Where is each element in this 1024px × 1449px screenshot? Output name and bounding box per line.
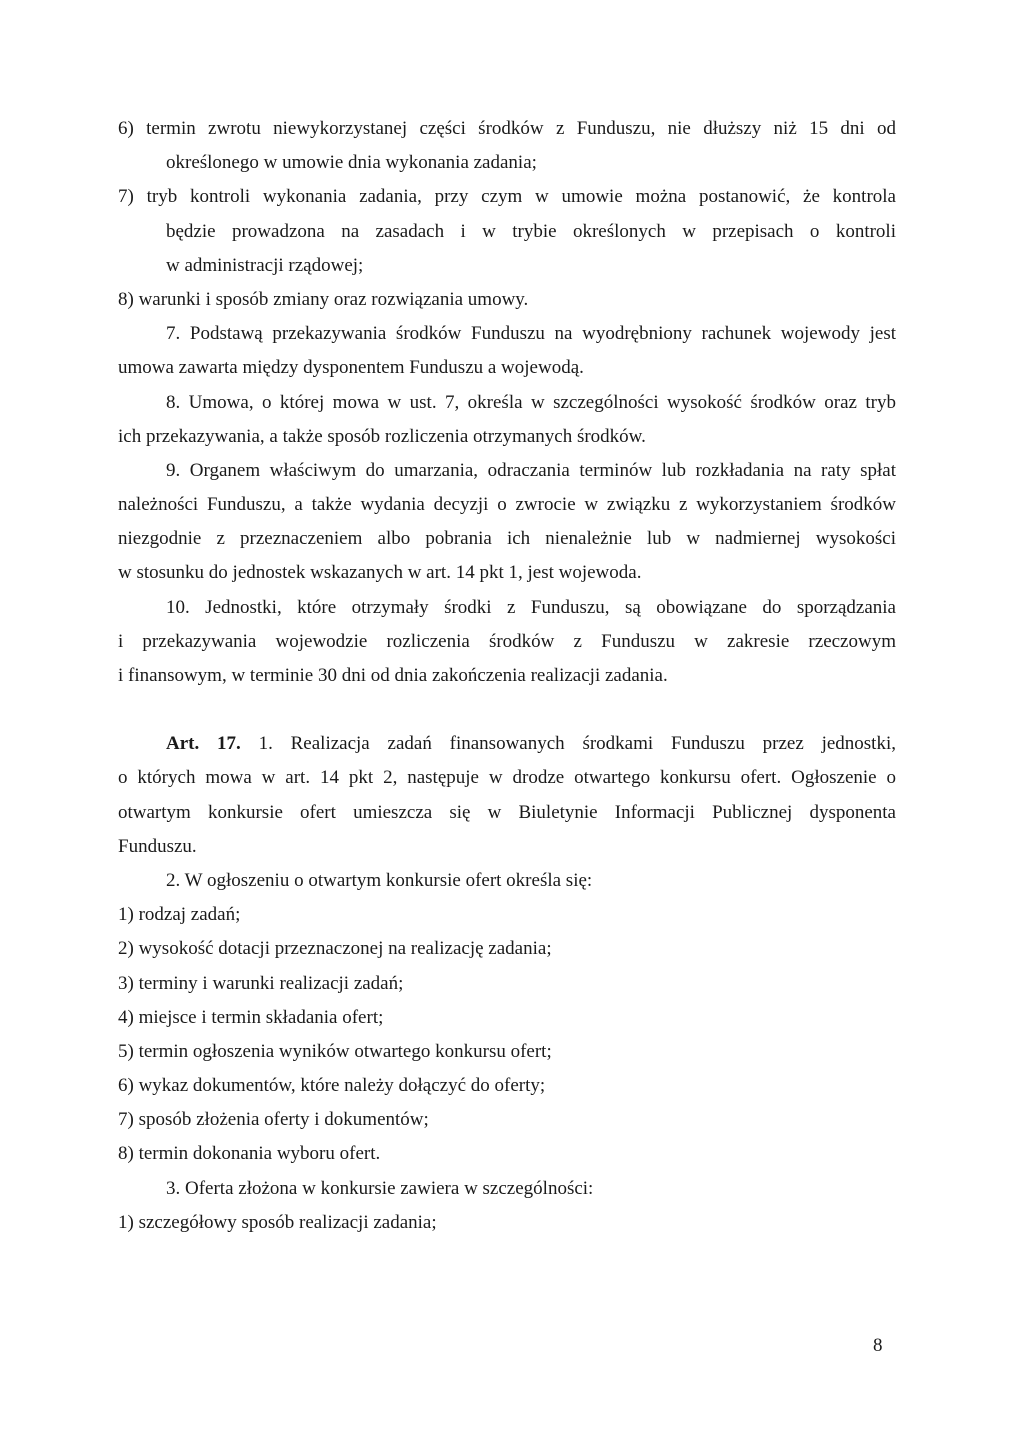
section-gap <box>118 693 896 727</box>
page-number: 8 <box>873 1335 883 1356</box>
text-line: określonego w umowie dnia wykonania zadania; <box>166 152 537 174</box>
list-item: 6) wykaz dokumentów, które należy dołączyć do oferty; <box>118 1075 546 1097</box>
text-line: 6) termin zwrotu niewykorzystanej części środków z Funduszu, nie dłuższy niż 15 dni od <box>118 118 896 139</box>
text-line: w administracji rządowej; <box>166 254 364 276</box>
article-17-heading-line <box>118 727 896 761</box>
text-line: o których mowa w art. 14 pkt 2, następuje w drodze otwartego konkursu ofert. Ogłoszenie o <box>118 767 896 789</box>
list-item: 5) termin ogłoszenia wyników otwartego konkursu ofert; <box>118 1040 552 1062</box>
list-item: 1) rodzaj zadań; <box>118 904 241 926</box>
text-line: należności Funduszu, a także wydania decyzji o zwrocie w związku z wykorzystaniem środków <box>118 494 896 516</box>
text-line: i finansowym, w terminie 30 dni od dnia zakończenia realizacji zadania. <box>118 665 668 686</box>
list-item: 4) miejsce i termin składania ofert; <box>118 1006 384 1028</box>
article-label: Art. 17. <box>166 733 241 755</box>
text-line: Funduszu. <box>118 835 197 857</box>
list-item: 3) terminy i warunki realizacji zadań; <box>118 972 404 994</box>
text-line: otwartym konkursie ofert umieszcza się w Biuletynie Informacji Publicznej dysponenta <box>118 801 896 823</box>
list-item: 1) szczegółowy sposób realizacji zadania; <box>118 1211 437 1233</box>
article-text: 1. Realizacja zadań finansowanych środkami Funduszu przez jednostki, <box>240 733 896 755</box>
text-line: 7. Podstawą przekazywania środków Funduszu na wyodrębniony rachunek wojewody jest <box>166 323 896 345</box>
document-body <box>118 112 896 1240</box>
text-line: 8) warunki i sposób zmiany oraz rozwiązania umowy. <box>118 288 529 310</box>
text-line: ich przekazywania, a także sposób rozliczenia otrzymanych środków. <box>118 425 646 447</box>
text-line: w stosunku do jednostek wskazanych w art. 14 pkt 1, jest wojewoda. <box>118 562 642 584</box>
list-item: 2) wysokość dotacji przeznaczonej na realizację zadania; <box>118 938 552 960</box>
text-line: 7) tryb kontroli wykonania zadania, przy czym w umowie można postanowić, że kontrola <box>118 186 896 208</box>
text-line: 9. Organem właściwym do umarzania, odraczania terminów lub rozkładania na raty spłat <box>166 459 896 481</box>
text-line: i przekazywania wojewodzie rozliczenia środków z Funduszu w zakresie rzeczowym <box>118 630 896 652</box>
text-line: 10. Jednostki, które otrzymały środki z Funduszu, są obowiązane do sporządzania <box>166 596 896 618</box>
text-line: 8. Umowa, o której mowa w ust. 7, określa w szczególności wysokość środków oraz tryb <box>166 391 896 413</box>
text-line: 2. W ogłoszeniu o otwartym konkursie ofert określa się: <box>166 869 593 891</box>
list-item: 7) sposób złożenia oferty i dokumentów; <box>118 1109 429 1131</box>
text-line: 3. Oferta złożona w konkursie zawiera w szczególności: <box>166 1177 594 1199</box>
list-item: 8) termin dokonania wyboru ofert. <box>118 1143 381 1165</box>
text-line: będzie prowadzona na zasadach i w trybie określonych w przepisach o kontroli <box>166 220 896 242</box>
text-line: umowa zawarta między dysponentem Funduszu a wojewodą. <box>118 357 584 379</box>
text-line: niezgodnie z przeznaczeniem albo pobrania ich nienależnie lub w nadmiernej wysokości <box>118 528 896 550</box>
